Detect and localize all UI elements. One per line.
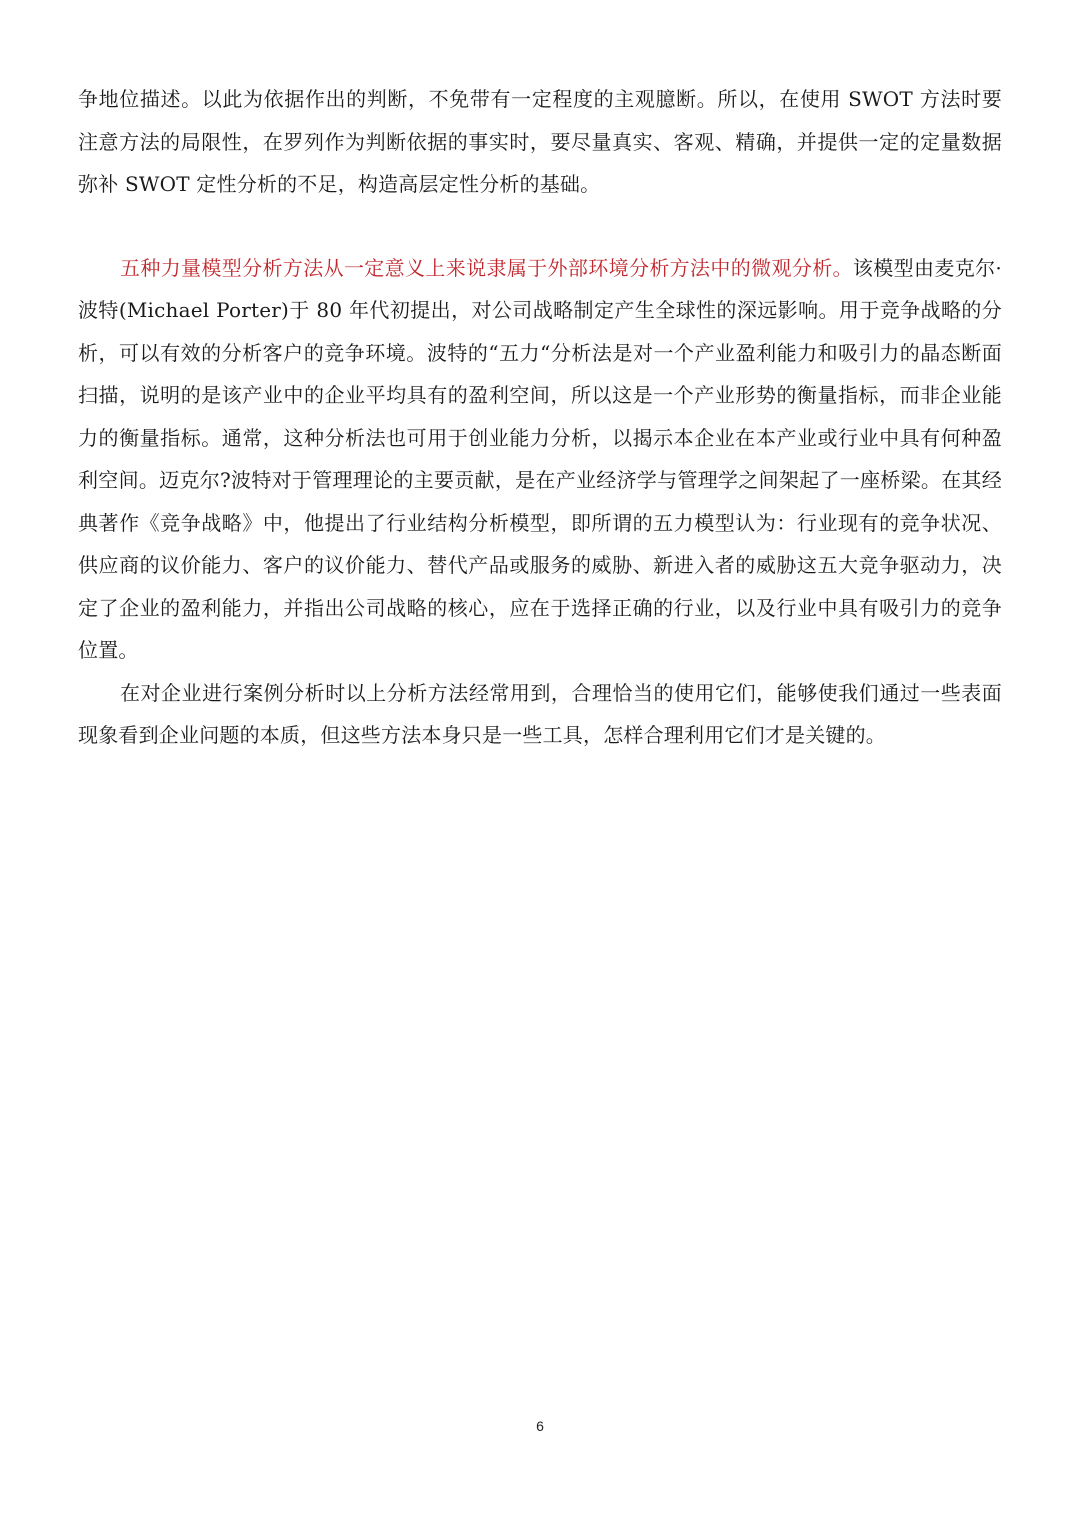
paragraph-gap [78,206,1002,247]
paragraph-text: 争地位描述。以此为依据作出的判断，不免带有一定程度的主观臆断。所以，在使用 SWOT 方法时要注意方法的局限性，在罗列作为判断依据的事实时，要尽量真实、客观、精确，并提供一定的定量数据弥补 SWOT 定性分析的不足，构造高层定性分析的基础。 [78,87,1002,196]
paragraph-five-forces [78,247,1002,672]
page-number: 6 [536,1418,544,1434]
paragraph-conclusion [78,672,1002,757]
highlighted-sentence: 五种力量模型分析方法从一定意义上来说隶属于外部环境分析方法中的微观分析。 [120,255,853,280]
paragraph-text: 该模型由麦克尔·波特(Michael Porter)于 80 年代初提出，对公司战略制定产生全球性的深远影响。用于竞争战略的分析，可以有效的分析客户的竞争环境。波特的“五力“分析法是对一个产业盈利能力和吸引力的晶态断面扫描，说明的是该产业中的企业平均具有的盈利空间，所以这是一个产业形势的衡量指标，而非企业能力的衡量指标。通常，这种分析法也可用于创业能力分析，以揭示本企业在本产业或行业中具有何种盈利空间。迈克尔?波特对于管理理论的主要贡献，是在产业经济学与管理学之间架起了一座桥梁。在其经典著作《竞争战略》中，他提出了行业结构分析模型，即所谓的五力模型认为：行业现有的竞争状况、供应商的议价能力、客户的议价能力、替代产品或服务的威胁、新进入者的威胁这五大竞争驱动力，决定了企业的盈利能力，并指出公司战略的核心，应在于选择正确的行业，以及行业中具有吸引力的竞争位置。 [78,255,1002,662]
paragraph-swot-limitations [78,78,1002,206]
paragraph-text: 在对企业进行案例分析时以上分析方法经常用到，合理恰当的使用它们，能够使我们通过一些表面现象看到企业问题的本质，但这些方法本身只是一些工具，怎样合理利用它们才是关键的。 [78,680,1002,747]
document-page [78,78,1002,757]
